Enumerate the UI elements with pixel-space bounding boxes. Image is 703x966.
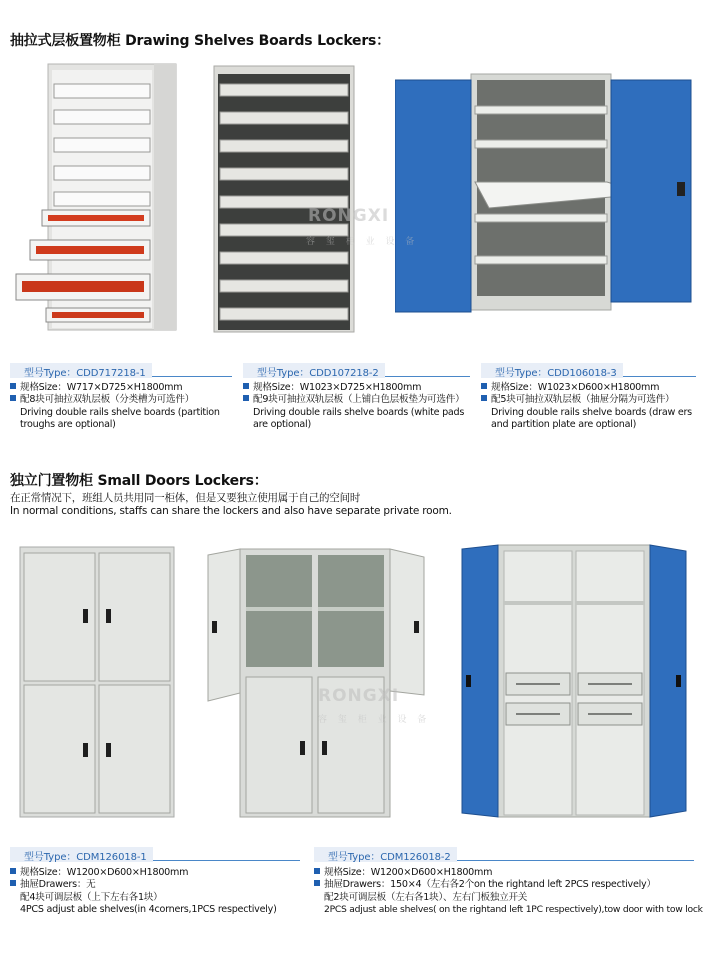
- bullet-square-icon: [314, 868, 320, 874]
- bullet-square-icon: [481, 395, 487, 401]
- intro-en: In normal conditions, staffs can share the lockers and also have separate private room.: [10, 505, 452, 517]
- four-door-locker-image: [16, 543, 178, 821]
- card-header: [243, 361, 470, 377]
- drawers-text: 抽屉Drawers：150×4（左右各2个on the rightand left 2PCS respectively）: [324, 879, 656, 891]
- desc-text: Driving double rails shelve boards (draw ers and partition plate are optional): [491, 406, 692, 431]
- bullet-square-icon: [10, 395, 16, 401]
- intro-cn: 在正常情况下，班组人员共用同一柜体，但是又要独立使用属于自己的空间时: [10, 492, 361, 504]
- bullet-square-icon: [243, 395, 249, 401]
- size-text: 规格Size：W1023×D725×H1800mm: [253, 382, 422, 393]
- watermark-sub-1: 容 玺 柜 业 设 备: [306, 237, 419, 247]
- section2-title: 独立门置物柜 Small Doors Lockers：: [10, 473, 268, 489]
- blue-door-drawer-locker-image: [460, 543, 690, 819]
- desc-text: Driving double rails shelve boards (partition troughs are optional): [20, 406, 220, 431]
- drawers-text: 抽屉Drawers：无: [20, 879, 96, 891]
- card-header: [10, 845, 300, 861]
- config-text: 配8块可抽拉双轨层板（分类槽为可选件）: [20, 394, 195, 406]
- watermark-brand-2: RONGXI: [318, 686, 400, 706]
- card-header: [481, 361, 696, 377]
- type-label: 型号Type：CDD107218-2: [243, 363, 385, 378]
- type-label: 型号Type：CDM126018-1: [10, 847, 153, 862]
- config-text: 配5块可抽拉双轨层板（抽屉分隔为可选件）: [491, 394, 675, 406]
- open-door-locker-image: [206, 543, 431, 821]
- watermark-sub-2: 容 玺 柜 业 设 备: [318, 715, 431, 725]
- product-card-cdm126018-1: [10, 845, 300, 917]
- desc-text: 2PCS adjust able shelves( on the rightand left 1PC respectively),tow door with tow lock: [324, 904, 703, 916]
- bullet-square-icon: [243, 383, 249, 389]
- size-text: 规格Size：W1200×D600×H1800mm: [20, 867, 189, 878]
- config-text: 配2块可调层板（左右各1块）、左右门板独立开关: [324, 891, 528, 903]
- section1-title: 抽拉式层板置物柜 Drawing Shelves Boards Lockers：: [10, 33, 390, 49]
- bullet-square-icon: [314, 880, 320, 886]
- bullet-square-icon: [10, 383, 16, 389]
- desc-text: 4PCS adjust able shelves(in 4corners,1PCS respectively): [20, 904, 277, 916]
- drawer-cabinet-image-1: [12, 58, 187, 336]
- size-text: 规格Size：W1023×D600×H1800mm: [491, 382, 660, 393]
- type-label: 型号Type：CDD106018-3: [481, 363, 623, 378]
- watermark-brand-1: RONGXI: [308, 206, 390, 226]
- bullet-square-icon: [481, 383, 487, 389]
- desc-text: Driving double rails shelve boards (white pads are optional): [253, 406, 465, 431]
- product-card-cdd106018-3: [481, 361, 696, 432]
- product-card-cdd107218-2: [243, 361, 470, 432]
- size-text: 规格Size：W717×D725×H1800mm: [20, 382, 183, 393]
- drawer-cabinet-image-2: [210, 62, 360, 336]
- product-card-cdd717218-1: [10, 361, 232, 432]
- config-text: 配9块可抽拉双轨层板（上铺白色层板垫为可选件）: [253, 394, 465, 406]
- blue-door-cabinet-image-3: [395, 70, 693, 316]
- product-card-cdm126018-2: [314, 845, 703, 917]
- bullet-square-icon: [10, 880, 16, 886]
- bullet-square-icon: [10, 868, 16, 874]
- card-header: [314, 845, 694, 861]
- config-text: 配4块可调层板（上下左右各1块）: [20, 891, 163, 903]
- size-text: 规格Size：W1200×D600×H1800mm: [324, 867, 493, 878]
- card-header: [10, 361, 232, 377]
- type-label: 型号Type：CDD717218-1: [10, 363, 152, 378]
- type-label: 型号Type：CDM126018-2: [314, 847, 457, 862]
